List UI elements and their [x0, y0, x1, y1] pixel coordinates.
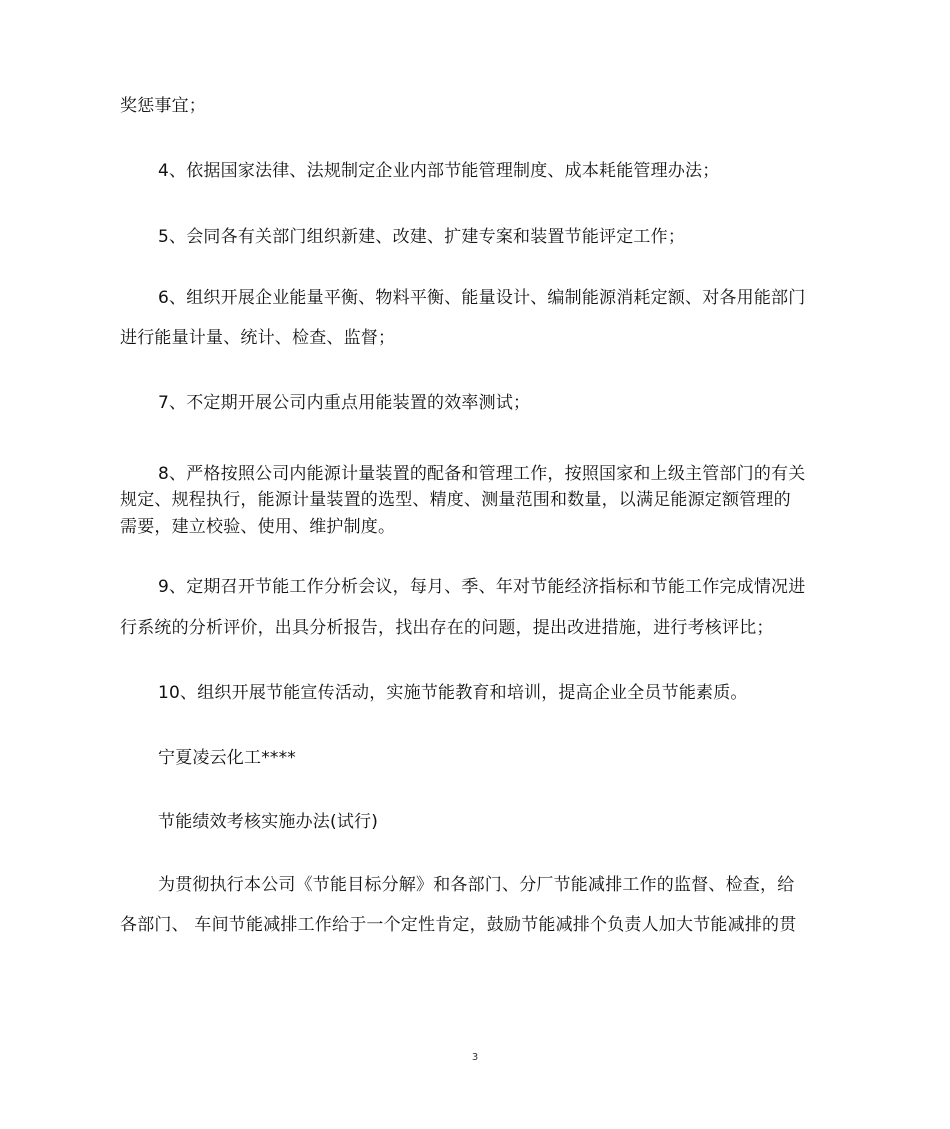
- text-line: 进行能量计量、统计、检查、监督；: [120, 328, 396, 348]
- text-line: 为贯彻执行本公司《节能目标分解》和各部门、分厂节能减排工作的监督、检查，给: [158, 875, 795, 895]
- text-line: 7、不定期开展公司内重点用能装置的效率测试；: [158, 393, 531, 413]
- text-line: 需要，建立校验、使用、维护制度。: [120, 517, 396, 537]
- text-line: 奖惩事宜；: [120, 96, 206, 116]
- text-line: 行系统的分析评价，出具分析报告，找出存在的问题，提出改进措施，进行考核评比；: [120, 618, 774, 638]
- text-line: 宁夏凌云化工****: [158, 748, 296, 768]
- text-line: 5、会同各有关部门组织新建、改建、扩建专案和装置节能评定工作；: [158, 227, 686, 247]
- text-line: 节能绩效考核实施办法(试行): [158, 812, 379, 832]
- text-line: 规定、规程执行，能源计量装置的选型、精度、测量范围和数量，以满足能源定额管理的: [120, 490, 791, 510]
- text-line: 9、定期召开节能工作分析会议，每月、季、年对节能经济指标和节能工作完成情况进: [158, 577, 806, 597]
- page-number: 3: [471, 1052, 479, 1063]
- text-line: 4、依据国家法律、法规制定企业内部节能管理制度、成本耗能管理办法；: [158, 161, 720, 181]
- text-line: 6、组织开展企业能量平衡、物料平衡、能量设计、编制能源消耗定额、对各用能部门: [158, 288, 806, 308]
- text-line: 10、组织开展节能宣传活动，实施节能教育和培训，提高企业全员节能素质。: [158, 683, 748, 703]
- text-line: 各部门、 车间节能减排工作给于一个定性肯定，鼓励节能减排个负责人加大节能减排的贯: [120, 915, 797, 935]
- text-line: 8、严格按照公司内能源计量装置的配备和管理工作，按照国家和上级主管部门的有关: [158, 464, 806, 484]
